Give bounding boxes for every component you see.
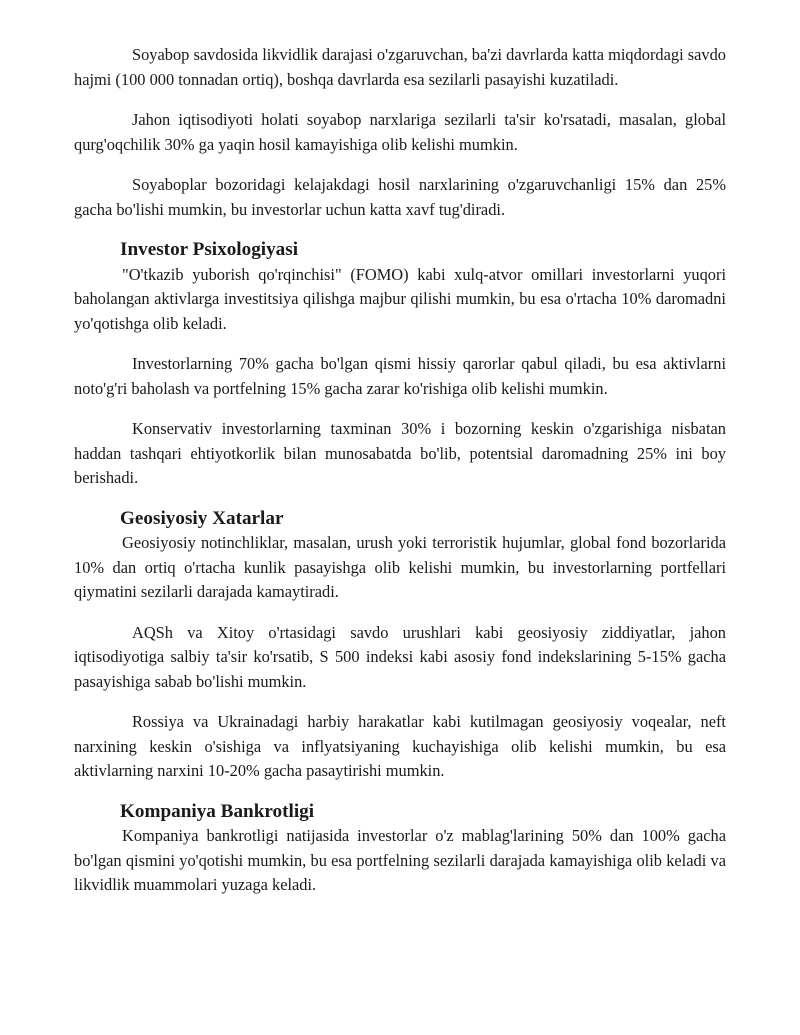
paragraph: Geosiyosiy notinchliklar, masalan, urush yoki terroristik hujumlar, global fond bozorlarida 10% dan ortiq o'rtacha kunlik pasayishga olib kelishi mumkin, bu investorlarning portfellari qiymatini sezilarli darajada kamaytiradi. xyxy=(74,533,726,601)
investor-psychology-section xyxy=(74,238,726,491)
paragraph: Rossiya va Ukrainadagi harbiy harakatlar kabi kutilmagan geosiyosiy voqealar, neft narxining keskin o'sishiga va inflyatsiyaning kuchayishiga olib kelishi mumkin, bu esa aktivlarning narxini 10-20% gacha pasaytirishi mumkin. xyxy=(74,712,726,780)
paragraph: Jahon iqtisodiyoti holati soyabop narxlariga sezilarli ta'sir ko'rsatadi, masalan, global qurg'oqchilik 30% ga yaqin hosil kamayishiga olib kelishi mumkin. xyxy=(74,110,726,154)
paragraph: Investorlarning 70% gacha bo'lgan qismi hissiy qarorlar qabul qiladi, bu esa aktivlarni noto'g'ri baholash va portfelning 15% gacha zarar ko'rishiga olib kelishi mumkin. xyxy=(74,354,726,398)
document-page xyxy=(74,43,726,914)
section-heading: Geosiyosiy Xatarlar xyxy=(120,507,284,529)
company-bankruptcy-section xyxy=(74,800,726,898)
paragraph: AQSh va Xitoy o'rtasidagi savdo urushlari kabi geosiyosiy ziddiyatlar, jahon iqtisodiyotiga salbiy ta'sir ko'rsatib, S 500 indeksi kabi asosiy fond indekslarining 5-15% gacha pasayishiga sabab bo'lishi mumkin. xyxy=(74,622,726,691)
intro-section xyxy=(74,43,726,222)
paragraph: Kompaniya bankrotligi natijasida investorlar o'z mablag'larining 50% dan 100% gacha bo'lgan qismini yo'qotishi mumkin, bu esa portfelning sezilarli darajada kamayishiga olib keladi va likvidlik muammolari yuzaga keladi. xyxy=(74,826,726,894)
geopolitical-risks-section xyxy=(74,507,726,784)
section-heading: Kompaniya Bankrotligi xyxy=(120,800,315,822)
paragraph: Soyabop savdosida likvidlik darajasi o'zgaruvchan, ba'zi davrlarda katta miqdordagi savdo hajmi (100 000 tonnadan ortiq), boshqa davrlarda esa sezilarli pasayishi kuzatiladi. xyxy=(74,45,726,89)
paragraph: Soyaboplar bozoridagi kelajakdagi hosil narxlarining o'zgaruvchanligi 15% dan 25% gacha bo'lishi mumkin, bu investorlar uchun katta xavf tug'diradi. xyxy=(74,175,726,219)
paragraph: "O'tkazib yuborish qo'rqinchisi" (FOMO) kabi xulq-atvor omillari investorlarni yuqori baholangan aktivlarga investitsiya qilishga majbur qilishi mumkin, bu esa o'rtacha 10% daromadni yo'qotishga olib keladi. xyxy=(74,264,726,333)
paragraph: Konservativ investorlarning taxminan 30% i bozorning keskin o'zgarishiga nisbatan haddan tashqari ehtiyotkorlik bilan munosabatda bo'lib, potentsial daromadning 25% ini boy berishadi. xyxy=(74,419,726,487)
section-heading: Investor Psixologiyasi xyxy=(120,239,299,260)
